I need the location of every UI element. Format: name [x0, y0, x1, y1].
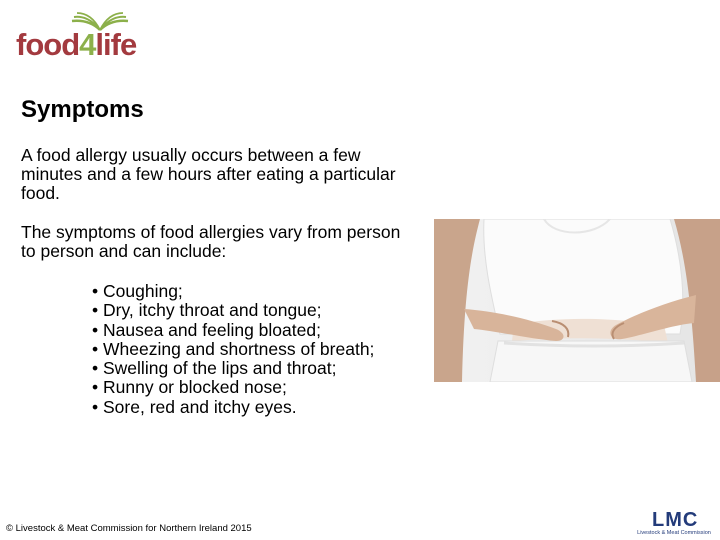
food4life-logo — [16, 10, 146, 62]
list-item: • Swelling of the lips and throat; — [92, 359, 374, 378]
lmc-mark: LMC — [652, 509, 699, 531]
symptoms-intro-paragraph: The symptoms of food allergies vary from person to person and can include: — [21, 223, 401, 261]
logo-word-food: food — [16, 27, 80, 62]
logo-word-life: life — [95, 27, 137, 62]
lmc-logo — [636, 510, 712, 538]
list-item: • Nausea and feeling bloated; — [92, 321, 374, 340]
list-item: • Coughing; — [92, 282, 374, 301]
lmc-subtitle: Livestock & Meat Commission — [637, 530, 711, 536]
slide-title: Symptoms — [21, 96, 144, 123]
list-item: • Sore, red and itchy eyes. — [92, 398, 374, 417]
list-item: • Runny or blocked nose; — [92, 378, 374, 397]
logo-wordmark — [16, 28, 136, 62]
copyright-footer: © Livestock & Meat Commission for Northern Ireland 2015 — [6, 523, 252, 534]
woman-holding-stomach-illustration — [434, 219, 720, 382]
list-item: • Dry, itchy throat and tongue; — [92, 301, 374, 320]
intro-paragraph: A food allergy usually occurs between a few minutes and a few hours after eating a particular food. — [21, 145, 396, 203]
list-item: • Wheezing and shortness of breath; — [92, 340, 374, 359]
abdominal-pain-photo — [434, 219, 720, 382]
logo-number: 4 — [79, 27, 96, 62]
symptoms-list — [92, 282, 374, 417]
